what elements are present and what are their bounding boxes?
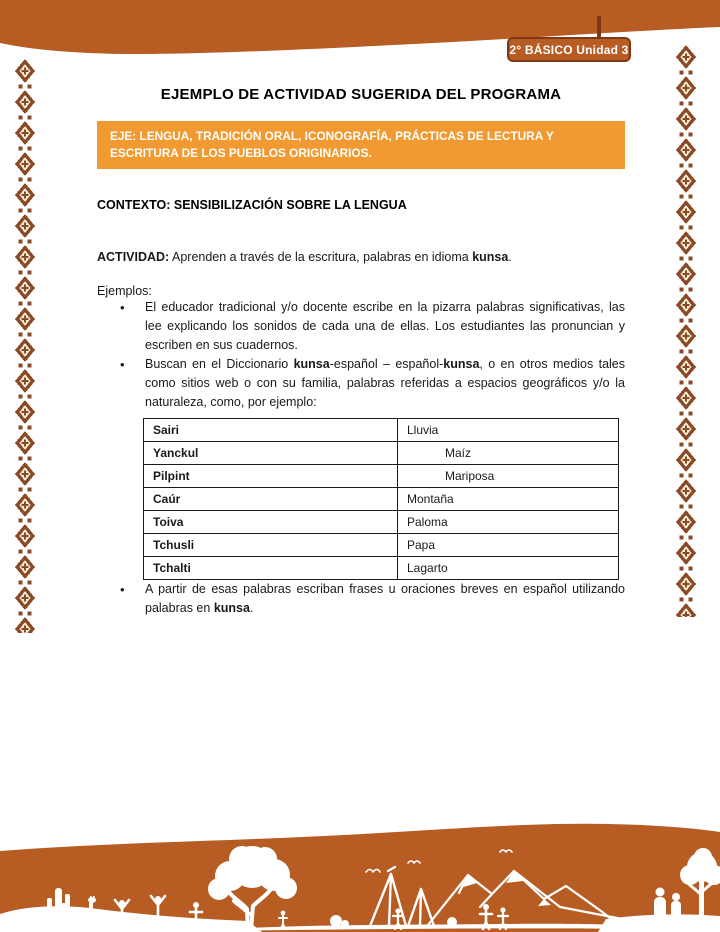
table-row [144,465,619,488]
table-cell: Yanckul [144,442,398,465]
shrub [137,918,147,928]
table-cell: Pilpint [144,465,398,488]
actividad-paragraph [97,248,625,267]
table-row [144,442,619,465]
page-title: EJEMPLO DE ACTIVIDAD SUGERIDA DEL PROGRAMA [160,86,562,103]
table-cell: Toiva [144,511,398,534]
table-cell: Paloma [398,511,619,534]
eje-banner [97,121,625,169]
text-run: A partir de esas palabras escriban frases u oraciones breves en español utilizando palabras en [145,582,625,616]
shrub [174,920,182,928]
table-cell: Papa [398,534,619,557]
ejemplos-label: Ejemplos: [97,284,152,299]
table-cell: Sairi [144,419,398,442]
text-run-bold: kunsa [213,601,250,616]
table-row [144,511,619,534]
shrub [330,915,342,927]
list-item-text [145,580,625,618]
shrub [447,917,457,927]
table-row [144,419,619,442]
text-run: Aprenden a través de la escritura, palabras en idioma [169,250,473,265]
bullet-icon: • [120,300,125,316]
left-textile-border [14,58,36,633]
text-run: Buscan en el Diccionario [145,357,294,372]
text-run-bold: kunsa [293,357,330,372]
text-run: . [508,250,512,265]
table-cell: Caúr [144,488,398,511]
text-run: El educador tradicional y/o docente escribe en la pizarra palabras significativas, las lee explicando los sonidos de cada una de ellas. Los estudiantes las pronuncian y escriben en sus cuadernos. [145,300,625,353]
shrub [102,917,110,925]
table-row [144,557,619,580]
vocabulary-table [143,418,619,580]
table-cell: Montaña [398,488,619,511]
table-cell: Maíz [398,442,619,465]
text-run-bold: ACTIVIDAD: [97,250,170,265]
text-run: -español – español- [329,357,444,372]
table-cell: Mariposa [398,465,619,488]
list-item [97,580,625,618]
list-item-text [145,298,625,355]
text-run: , o en otros medios tales como sitios web o con su familia, palabras referidas a espacios geográficos y/o la naturaleza, como, por ejemplo: [145,357,626,410]
text-run-bold: kunsa [472,250,509,265]
closing-list [97,580,625,618]
text-run: . [249,601,254,616]
list-item [97,355,625,412]
table-row [144,534,619,557]
eje-banner-text: EJE: LENGUA, TRADICIÓN ORAL, ICONOGRAFÍA, PRÁCTICAS DE LECTURA Y ESCRITURA DE LOS PUEBLOS ORIGINARIOS. [110,129,554,161]
list-item [97,298,625,355]
table-cell: Tchusli [144,534,398,557]
contexto-heading: CONTEXTO: SENSIBILIZACIÓN SOBRE LA LENGUA [97,198,407,213]
table-cell: Tchalti [144,557,398,580]
table-cell: Lagarto [398,557,619,580]
footer-illustration [0,815,720,932]
list-item-text [145,355,625,412]
table-row [144,488,619,511]
bullet-icon: • [120,582,125,598]
unit-badge-label: 2° BÁSICO Unidad 3 [509,42,629,57]
right-textile-border [675,44,697,617]
vocabulary-table-body [144,419,619,580]
bullet-icon: • [120,357,125,373]
document-content [97,0,625,618]
shrub [341,920,349,928]
ejemplos-list [97,298,625,412]
text-run-bold: kunsa [443,357,480,372]
table-cell: Lluvia [398,419,619,442]
